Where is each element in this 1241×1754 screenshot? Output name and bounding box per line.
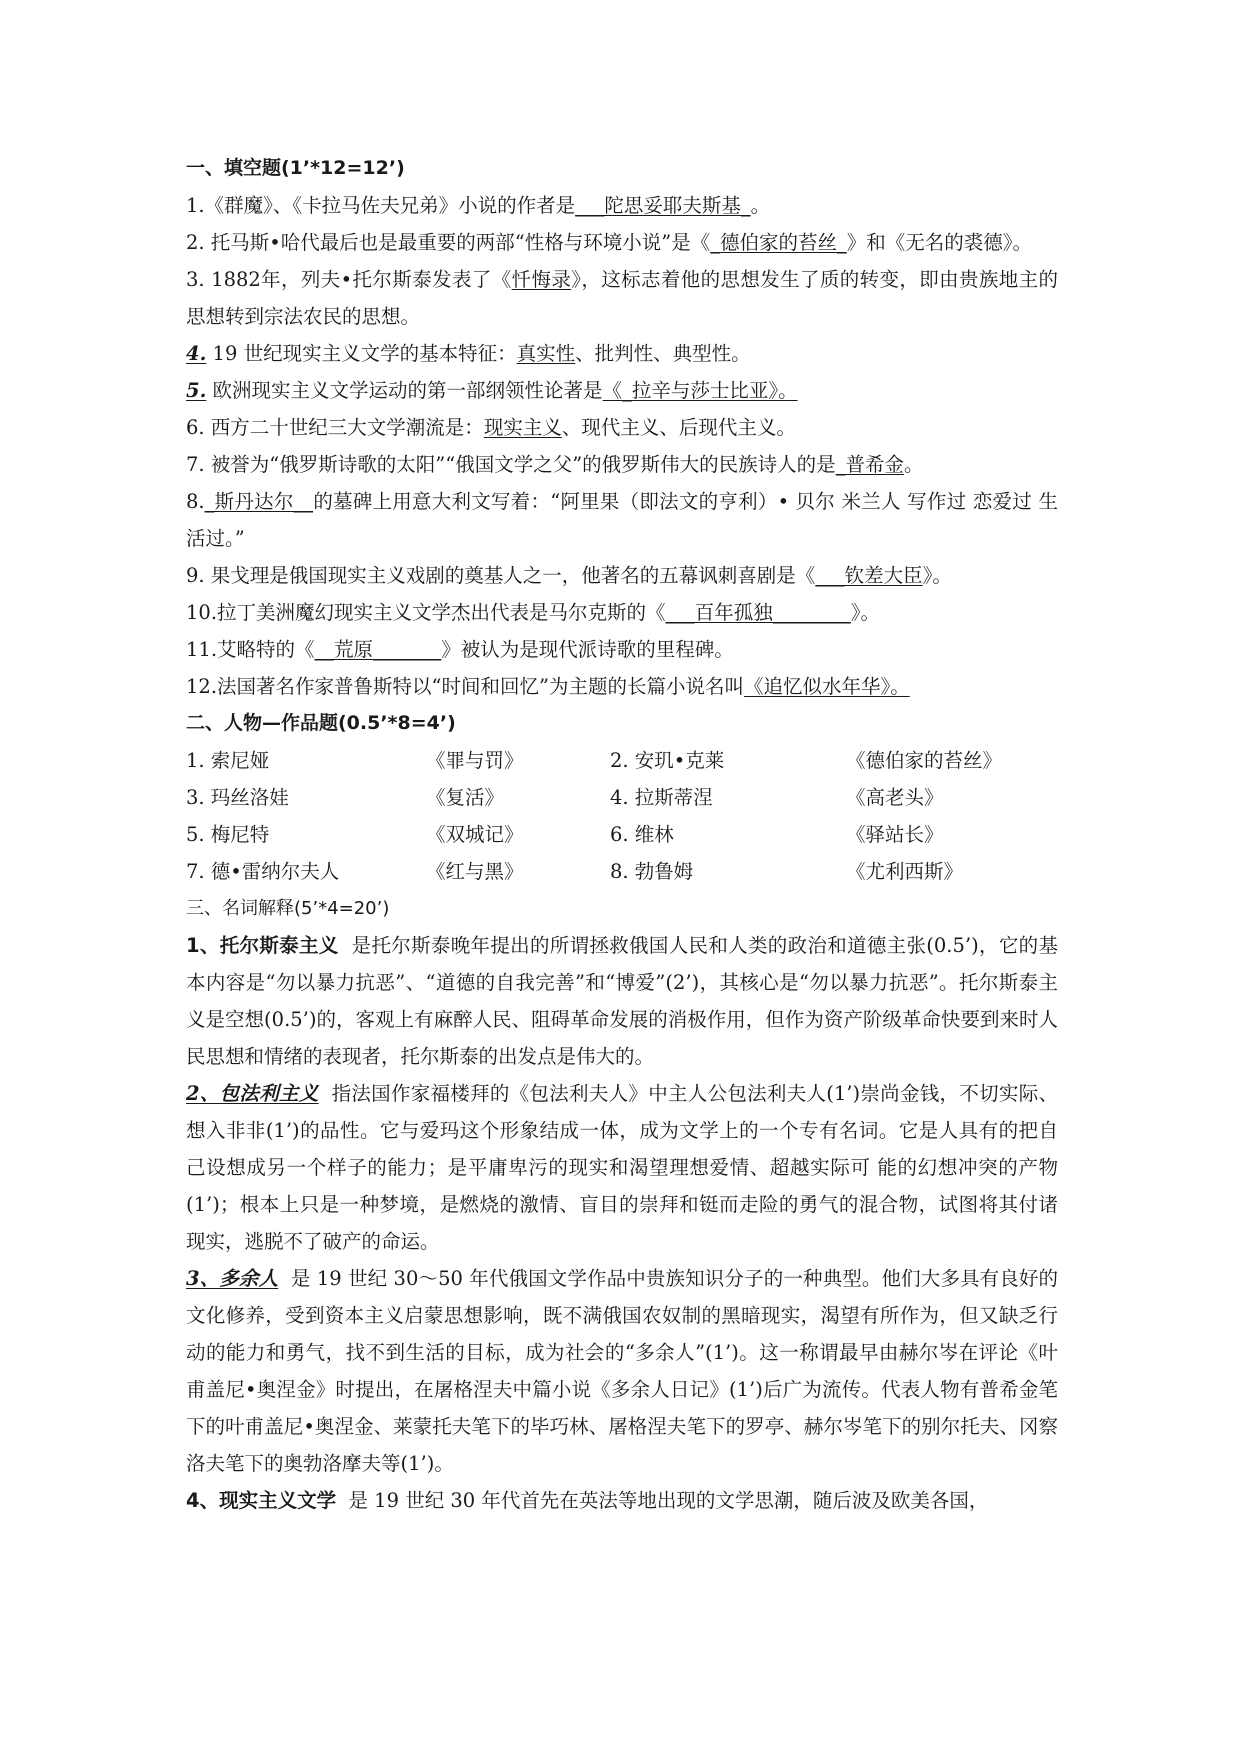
work-title: 《罪与罚》 [426, 749, 524, 772]
question-text: 9. 果戈理是俄国现实主义戏剧的奠基人之一，他著名的五幕讽刺喜剧是《 [186, 564, 816, 587]
fill-item-5 [186, 372, 1058, 409]
character-name: 7. 德•雷纳尔夫人 [186, 860, 340, 883]
question-text: 》被认为是现代派诗歌的里程碑。 [441, 638, 734, 661]
question-text: 8. [186, 490, 205, 513]
term-definition-2 [186, 1075, 1058, 1260]
question-text: 12.法国著名作家普鲁斯特以“时间和回忆”为主题的长篇小说名叫 [186, 675, 744, 698]
section-3-title: 三、名词解释(5’*4=20’) [186, 898, 390, 919]
question-text: 。 [750, 194, 771, 217]
term-name: 4、现实主义文学 [186, 1489, 337, 1512]
term-text: 指法国作家福楼拜的《包法利夫人》中主人公包法利夫人(1’)崇尚金钱，不切实际、想入非非(1’)的品性。它与爱玛这个形象结成一体，成为文学上的一个专有名词。它是人具有的把自己设想成另一个样子的能力；是平庸卑污的现实和渴望理想爱情、超越实际可 能的幻想冲突的产物(1’)；根本上只是一种梦境，是燃烧的激情、盲目的崇拜和铤而走险的勇气的混合物，试图将其付诸现实，逃脱不了破产的命运。 [186, 1082, 1058, 1253]
answer-text: _斯丹达尔__ [204, 490, 314, 513]
term-definition-3 [186, 1260, 1058, 1482]
item-number: 4. [186, 342, 207, 365]
character-name: 4. 拉斯蒂涅 [610, 786, 713, 809]
character-name: 8. 勃鲁姆 [610, 860, 694, 883]
question-text: 的墓碑上用意大利文写着：“阿里果（即法文的亨利）• 贝尔 米兰人 写作过 恋爱过 生活过。” [186, 490, 1058, 550]
character-name: 5. 梅尼特 [186, 823, 270, 846]
answer-text: 现实主义 [483, 416, 562, 439]
fill-item-1 [186, 187, 1058, 224]
section-1-title: 一、填空题(1’*12=12’) [186, 157, 405, 179]
work-title: 《双城记》 [426, 823, 524, 846]
fill-item-7 [186, 446, 1058, 483]
term-text: 是托尔斯泰晚年提出的所谓拯救俄国人民和人类的政治和道德主张(0.5’)，它的基本内容是“勿以暴力抗恶”、“道德的自我完善”和“博爱”(2’)，其核心是“勿以暴力抗恶”。托尔斯泰主义是空想(0.5’)的，客观上有麻醉人民、阻碍革命发展的消极作用，但作为资产阶级革命快要到来时人民思想和情绪的表现者，托尔斯泰的出发点是伟大的。 [186, 934, 1058, 1068]
answer-text: 《_拉辛与莎士比亚》。 [602, 379, 798, 402]
question-text: 6. 西方二十世纪三大文学潮流是： [186, 416, 484, 439]
term-definition-1 [186, 927, 1058, 1075]
term-text: 是 19 世纪 30～50 年代俄国文学作品中贵族知识分子的一种典型。他们大多具有良好的文化修养，受到资本主义启蒙思想影响，既不满俄国农奴制的黑暗现实，渴望有所作为，但又缺乏行动的能力和勇气，找不到生活的目标，成为社会的“多余人”(1’)。这一称谓最早由赫尔岑在评论《叶甫盖尼•奥涅金》时提出，在屠格涅夫中篇小说《多余人日记》(1’)后广为流传。代表人物有普希金笔下的叶甫盖尼•奥涅金、莱蒙托夫笔下的毕巧林、屠格涅夫笔下的罗亭、赫尔岑笔下的别尔托夫、冈察洛夫笔下的奥勃洛摩夫等(1’)。 [186, 1267, 1058, 1475]
character-name: 1. 索尼娅 [186, 749, 270, 772]
question-text: 、现代主义、后现代主义。 [561, 416, 796, 439]
character-name: 2. 安玑•克莱 [610, 749, 725, 772]
answer-text: _普希金 [835, 453, 904, 476]
question-text: 》，这标志着他的思想发生了质的转变，即由贵族地主的思想转到宗法农民的思想。 [186, 268, 1058, 328]
work-title: 《复活》 [426, 786, 505, 809]
question-text: 7. 被誉为“俄罗斯诗歌的太阳”“俄国文学之父”的俄罗斯伟大的民族诗人的是 [186, 453, 836, 476]
term-definition-4 [186, 1482, 1058, 1519]
answer-text: 真实性 [516, 342, 576, 365]
fill-item-3 [186, 261, 1058, 335]
question-text: 1.《群魔》、《卡拉马佐夫兄弟》小说的作者是 [186, 194, 576, 217]
fill-item-12 [186, 668, 1058, 705]
section-2-title: 二、人物—作品题(0.5’*8=4’) [186, 712, 456, 734]
fill-item-11 [186, 631, 1058, 668]
fill-item-10 [186, 594, 1058, 631]
term-name: 2、包法利主义 [186, 1082, 319, 1105]
fill-item-9 [186, 557, 1058, 594]
question-text: 10.拉丁美洲魔幻现实主义文学杰出代表是马尔克斯的《 [186, 601, 666, 624]
question-text: 2. 托马斯•哈代最后也是最重要的两部“性格与环境小说”是《 [186, 231, 711, 254]
question-text: 。 [903, 453, 924, 476]
fill-item-4 [186, 335, 1058, 372]
work-title: 《德伯家的苔丝》 [846, 749, 1003, 772]
question-text: 11.艾略特的《 [186, 638, 315, 661]
character-name: 6. 维林 [610, 823, 674, 846]
fill-item-8 [186, 483, 1058, 557]
item-number: 5. [186, 379, 207, 402]
question-text: 、批判性、典型性。 [575, 342, 751, 365]
question-text: 》和《无名的裘德》。 [846, 231, 1033, 254]
match-row [186, 779, 1058, 816]
question-text: 欧洲现实主义文学运动的第一部纲领性论著是 [206, 379, 603, 402]
term-name: 3、多余人 [186, 1267, 279, 1290]
answer-text: __荒原_______ [314, 638, 442, 661]
answer-text: _德伯家的苔丝_ [710, 231, 847, 254]
term-text: 是 19 世纪 30 年代首先在英法等地出现的文学思潮，随后波及欧美各国， [348, 1489, 989, 1512]
match-row [186, 853, 1058, 890]
answer-text: 《追忆似水年华》。 [743, 675, 910, 698]
work-title: 《驿站长》 [846, 823, 944, 846]
match-row [186, 816, 1058, 853]
work-title: 《高老头》 [846, 786, 944, 809]
fill-item-2 [186, 224, 1058, 261]
fill-item-6 [186, 409, 1058, 446]
work-title: 《红与黑》 [426, 860, 524, 883]
answer-text: ___钦差大臣 [815, 564, 923, 587]
match-row [186, 742, 1058, 779]
document-content [186, 150, 1058, 1519]
character-name: 3. 玛丝洛娃 [186, 786, 289, 809]
work-title: 《尤利西斯》 [846, 860, 964, 883]
answer-text: ___百年孤独________ [665, 601, 851, 624]
answer-text: ___陀思妥耶夫斯基_ [575, 194, 751, 217]
question-text: 》。 [922, 564, 952, 587]
answer-text: 忏悔录 [511, 268, 572, 291]
question-text: 19 世纪现实主义文学的基本特征： [206, 342, 517, 365]
question-text: 3. 1882年，列夫•托尔斯泰发表了《 [186, 268, 512, 291]
term-name: 1、托尔斯泰主义 [186, 934, 339, 957]
question-text: 》。 [850, 601, 881, 624]
